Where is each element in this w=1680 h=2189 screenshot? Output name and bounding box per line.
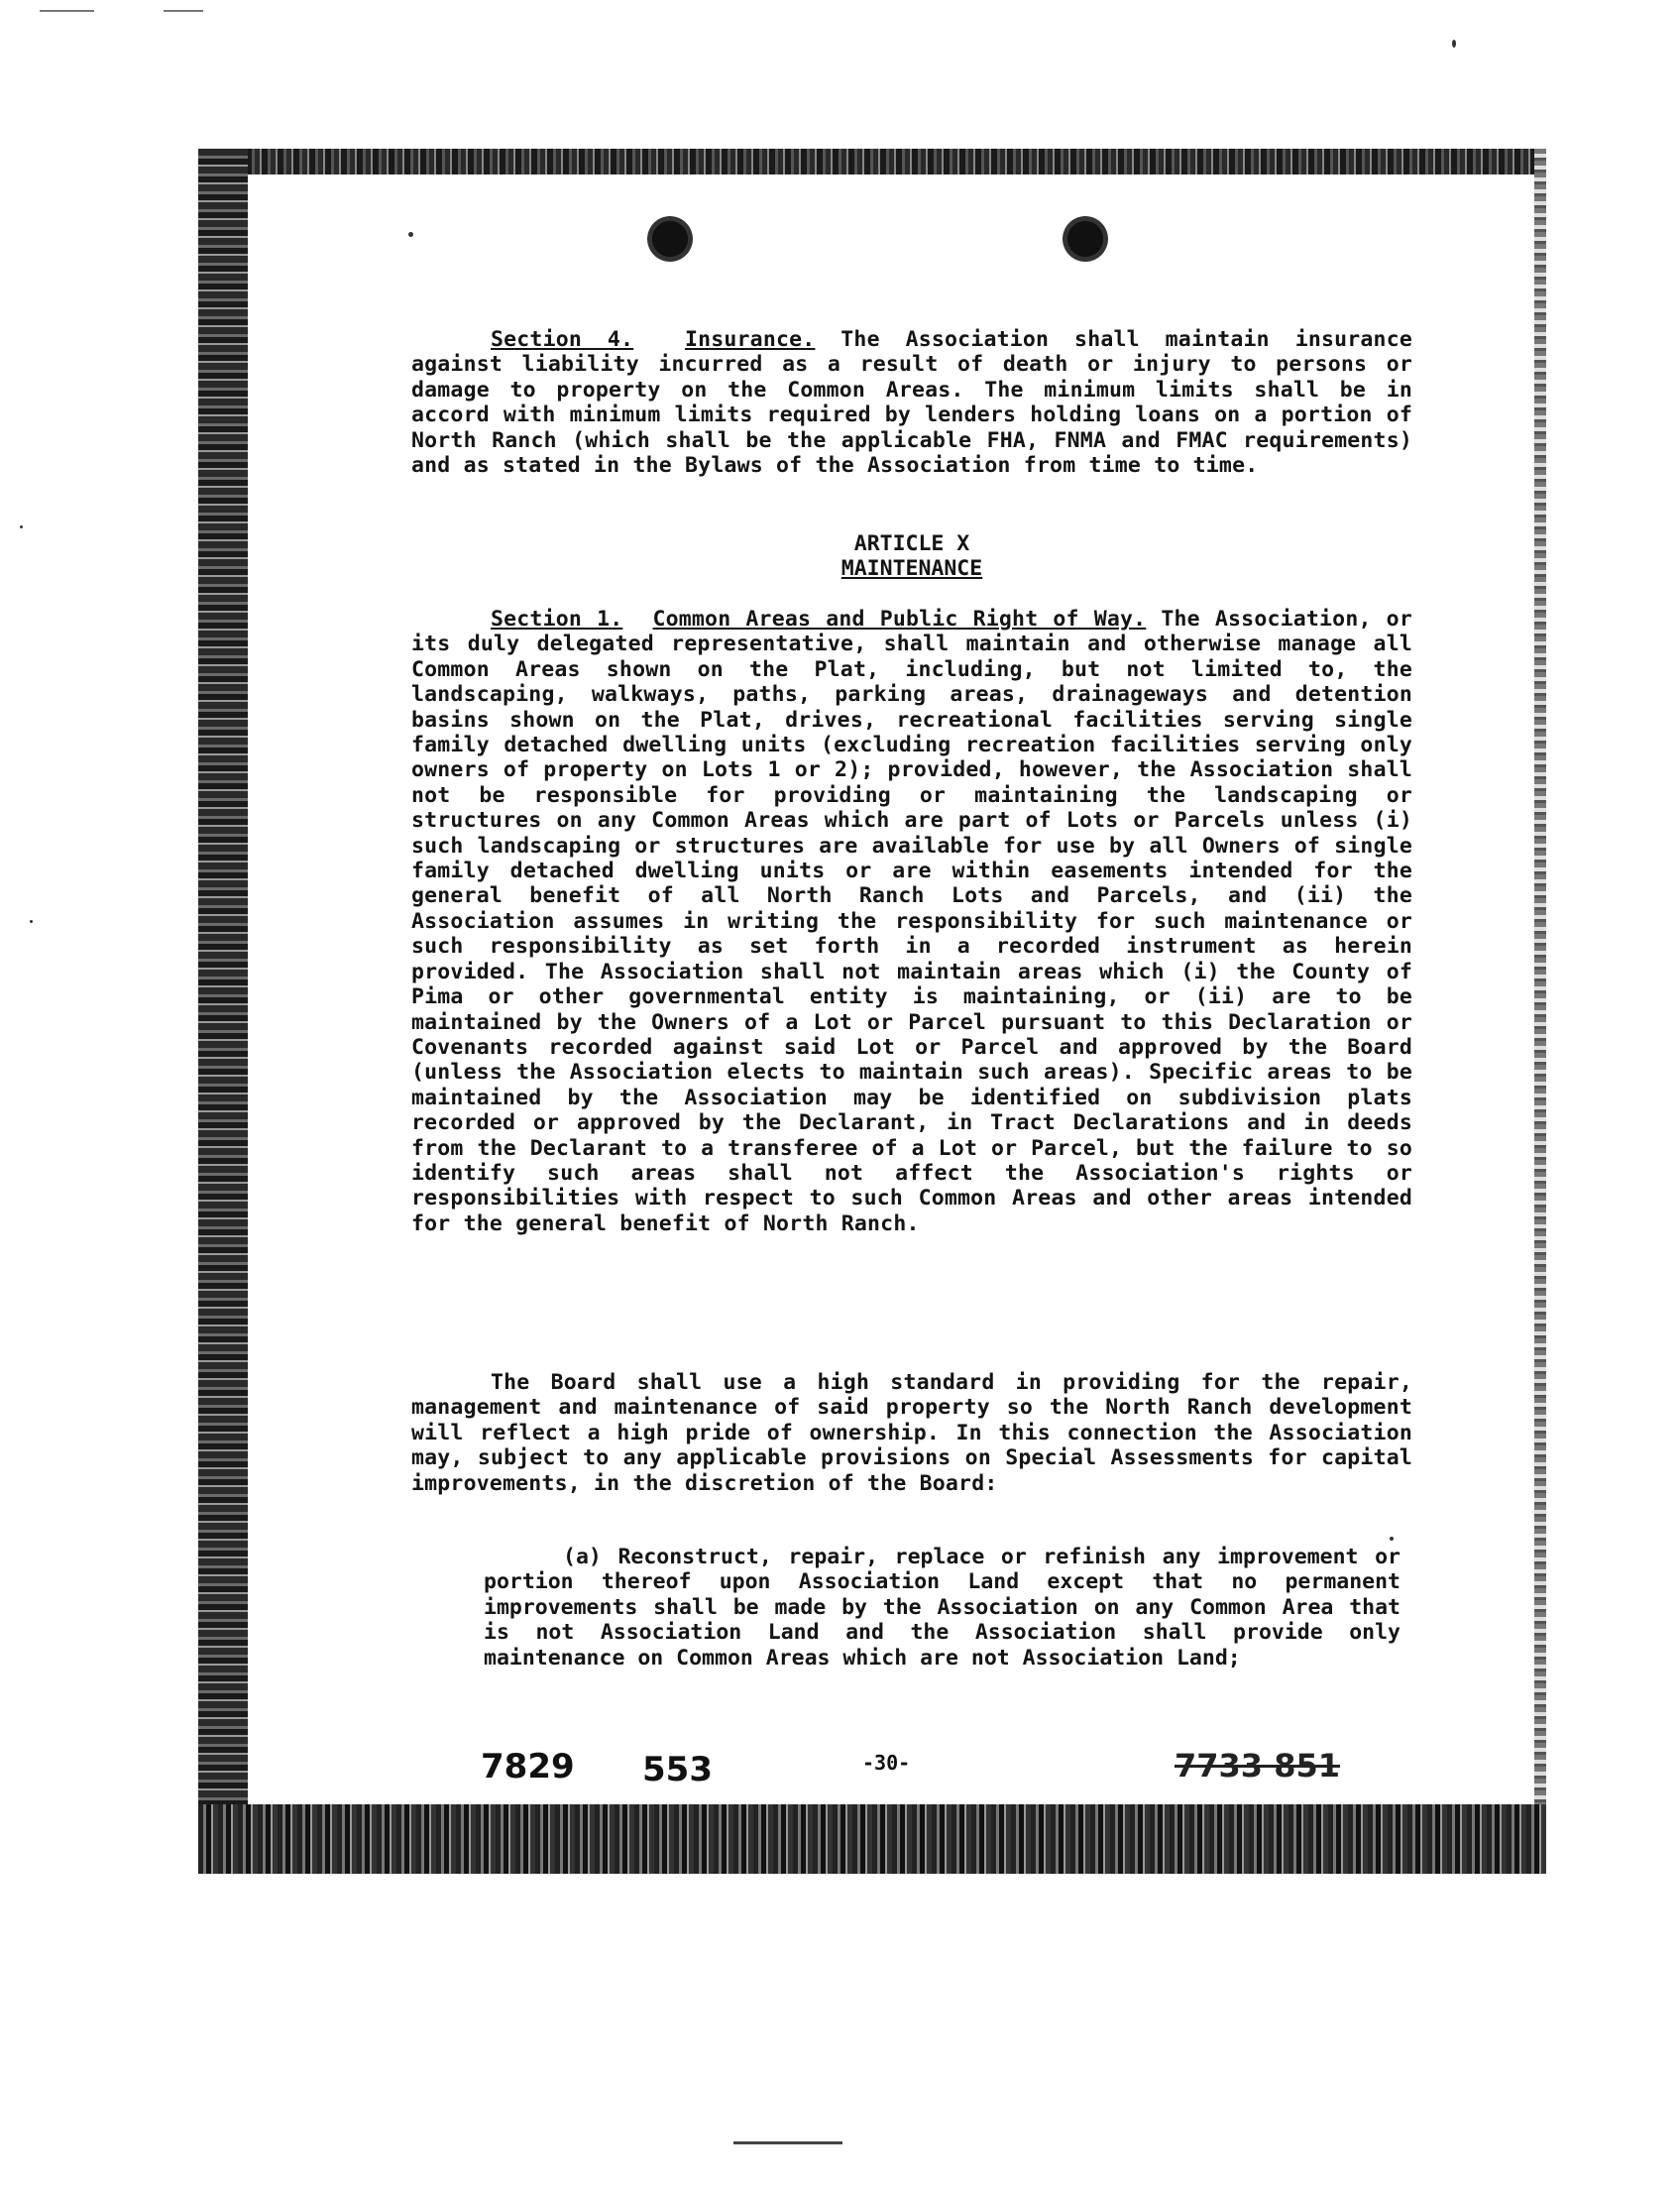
punch-hole-left [647,216,693,262]
page-number: -30- [862,1751,911,1775]
article-title: MAINTENANCE [840,556,983,581]
book-number: 7829 [481,1747,575,1786]
board-paragraph [411,1370,1412,1496]
article-heading [411,531,1412,581]
scan-artifact-line [40,10,94,12]
scan-speck [408,232,413,237]
scan-speck [1390,1537,1394,1541]
scan-speck [30,920,33,923]
item-a-paragraph [484,1545,1400,1671]
scan-artifact-line [164,10,203,12]
board-paragraph-text: The Board shall use a high standard in providing for the repair, management and maintenance of said property so the North Ranch development will reflect a high pride of ownership. In this connection the Association may, subject to any applicable provisions on Special Assessments for capital improvements, in the discretion of the Board: [411,1370,1412,1496]
section-1-label: Section 1. [491,607,623,632]
frame-right-edge [1534,149,1546,1874]
section-1-paragraph [411,607,1412,1236]
scan-speck [20,525,23,528]
article-number: ARTICLE X [853,531,970,556]
struck-reference: 7733 851 [1175,1747,1340,1785]
frame-left-edge [198,149,248,1874]
section-1-title: Common Areas and Public Right of Way. [652,607,1147,632]
section-4-title: Insurance. [684,327,816,352]
page-reference: 553 [642,1750,713,1789]
scan-speck [1452,40,1456,48]
punch-hole-right [1063,216,1108,262]
section-4-paragraph [411,327,1412,478]
section-1-body: The Association, or its duly delegated representative, shall maintain and otherwise manage all Common Areas shown on the Plat, including, but not limited to, the landscaping, walkways, paths, parking areas, drainageways and detention basins shown on the Plat, drives, recreational facilities serving single family detached dwelling units (excluding recreation facilities serving only owners of property on Lots 1 or 2); provided, however, the Association shall not be responsible for providing or maintaining the landscaping or structures on any Common Areas which are part of Lots or Parcels unless (i) such landscaping or structures are available for use by all Owners of single family detached dwelling units or are within easements intended for the general benefit of all North Ranch Lots and Parcels, and (ii) the Association assumes in writing the responsibility for such maintenance or such responsibility as set forth in a recorded instrument as herein provided. The Association shall not maintain areas which (i) the County of Pima or other governmental entity is maintaining, or (ii) are to be maintained by the Owners of a Lot or Parcel pursuant to this Declaration or Covenants recorded against said Lot or Parcel and approved by the Board (unless the Association elects to maintain such areas). Specific areas to be maintained by the Association may be identified on subdivision plats recorded or approved by the Declarant, in Tract Declarations and in deeds from the Declarant to a transferee of a Lot or Parcel, but the failure to so identify such areas shall not affect the Association's rights or responsibilities with respect to such Common Areas and other areas intended for the general benefit of North Ranch. [411,607,1412,1236]
scan-artifact-line [733,2141,842,2144]
frame-bottom-edge [198,1804,1546,1874]
item-a-text: (a) Reconstruct, repair, replace or refinish any improvement or portion thereof upon Association Land except that no permanent improvements shall be made by the Association on any Common Area that is not Association Land and the Association shall provide only maintenance on Common Areas which are not Association Land; [484,1545,1400,1671]
section-4-label: Section 4. [491,327,634,352]
section-4-body: The Association shall maintain insurance against liability incurred as a result of death or injury to persons or damage to property on the Common Areas. The minimum limits shall be in accord with minimum limits required by lenders holding loans on a portion of North Ranch (which shall be the applicable FHA, FNMA and FMAC requirements) and as stated in the Bylaws of the Association from time to time. [411,327,1412,479]
frame-top-edge [198,149,1546,174]
